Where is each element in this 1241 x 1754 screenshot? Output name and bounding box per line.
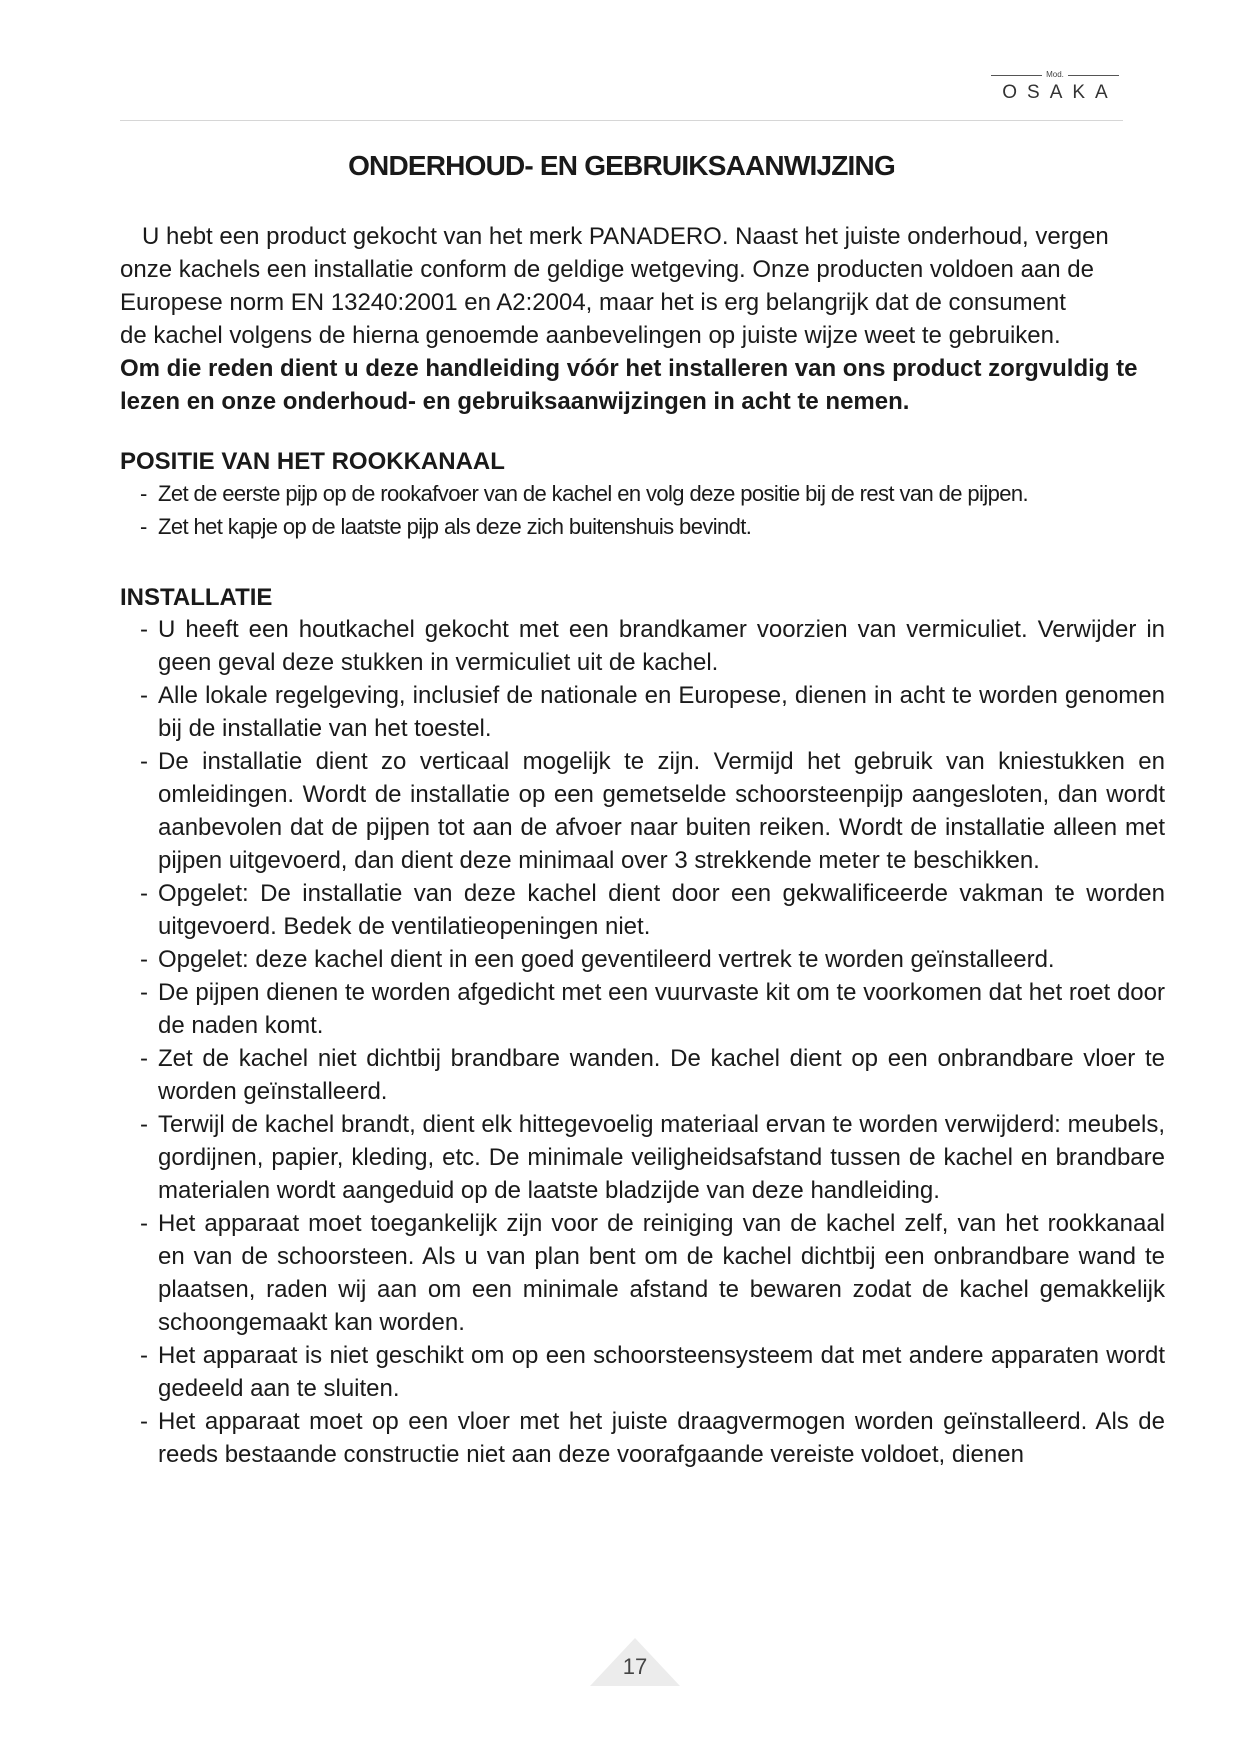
- divider-left: [991, 75, 1042, 76]
- intro-paragraph: [120, 220, 1165, 352]
- list-item: - Opgelet: deze kachel dient in een goed geventileerd vertrek te worden geïnstalleerd.: [140, 946, 1055, 973]
- page-number: 17: [622, 1654, 648, 1679]
- installatie-list: [120, 613, 1165, 1471]
- divider-right: [1068, 75, 1119, 76]
- list-item: - Het apparaat is niet geschikt om op een schoorsteensysteem dat met andere apparaten wordt gedeeld aan te sluiten.: [140, 1342, 1165, 1402]
- list-item: - De pijpen dienen te worden afgedicht met een vuurvaste kit om te voorkomen dat het roet door de naden komt.: [140, 979, 1165, 1039]
- list-item-text: De pijpen dienen te worden afgedicht met een vuurvaste kit om te voorkomen dat het roet door de naden komt.: [158, 979, 1165, 1039]
- list-item-text: Terwijl de kachel brandt, dient elk hittegevoelig materiaal ervan te worden verwijderd: meubels, gordijnen, papier, kleding, etc. De minimale veiligheidsafstand tussen de kachel en brandbare materialen wordt aangeduid op de laatste bladzijde van deze handleiding.: [158, 1111, 1165, 1204]
- list-item-text: Opgelet: deze kachel dient in een goed geventileerd vertrek te worden geïnstalleerd.: [158, 946, 1055, 973]
- list-item: - De installatie dient zo verticaal mogelijk te zijn. Vermijd het gebruik van kniestukken en omleidingen. Wordt de installatie op een gemetselde schoorsteenpijp aangesloten, dan wordt aanbevolen dat de pijpen tot aan de afvoer naar buiten reiken. Wordt de installatie alleen met pijpen uitgevoerd, dan dient deze minimaal over 3 strekkende meter te beschikken.: [140, 748, 1165, 874]
- model-name: OSAKA: [1002, 82, 1118, 103]
- list-item: - Het apparaat moet op een vloer met het juiste draagvermogen worden geïnstalleerd. Als de reeds bestaande constructie niet aan deze voorafgaande vereiste voldoet, dienen: [140, 1408, 1165, 1468]
- list-item: - Alle lokale regelgeving, inclusief de nationale en Europese, dienen in acht te worden genomen bij de installatie van het toestel.: [140, 682, 1165, 742]
- list-item: - Het apparaat moet toegankelijk zijn voor de reiniging van de kachel zelf, van het rookkanaal en van de schoorsteen. Als u van plan bent om de kachel dichtbij een onbrandbare wand te plaatsen, raden wij aan om een minimale afstand te bewaren zodat de kachel gemakkelijk schoongemaakt kan worden.: [140, 1210, 1165, 1336]
- list-item: - Opgelet: De installatie van deze kachel dient door een gekwalificeerde vakman te worden uitgevoerd. Bedek de ventilatieopeningen niet.: [140, 880, 1165, 940]
- list-item: - Zet de kachel niet dichtbij brandbare wanden. De kachel dient op een onbrandbare vloer te worden geïnstalleerd.: [140, 1045, 1165, 1105]
- section-heading-installatie: INSTALLATIE: [120, 584, 273, 611]
- list-item-text: U heeft een houtkachel gekocht met een brandkamer voorzien van vermiculiet. Verwijder in geen geval deze stukken in vermiculiet uit de kachel.: [158, 616, 1165, 676]
- document-body: [120, 220, 1165, 1471]
- header-divider: [120, 120, 1123, 121]
- intro-line: Europese norm EN 13240:2001 en A2:2004, maar het is erg belangrijk dat de consument: [120, 289, 1066, 316]
- list-item-text: Het apparaat is niet geschikt om op een schoorsteensysteem dat met andere apparaten wordt gedeeld aan te sluiten.: [158, 1342, 1165, 1402]
- intro-line: onze kachels een installatie conform de geldige wetgeving. Onze producten voldoen aan de: [120, 256, 1094, 283]
- list-item-text: De installatie dient zo verticaal mogelijk te zijn. Vermijd het gebruik van kniestukken en omleidingen. Wordt de installatie op een gemetselde schoorsteenpijp aangesloten, dan wordt aanbevolen dat de pijpen tot aan de afvoer naar buiten reiken. Wordt de installatie alleen met pijpen uitgevoerd, dan dient deze minimaal over 3 strekkende meter te beschikken.: [158, 748, 1165, 874]
- page-number-badge: [590, 1638, 680, 1688]
- list-item-text: Opgelet: De installatie van deze kachel dient door een gekwalificeerde vakman te worden uitgevoerd. Bedek de ventilatieopeningen niet.: [158, 880, 1165, 940]
- list-item-text: Zet de kachel niet dichtbij brandbare wanden. De kachel dient op een onbrandbare vloer te worden geïnstalleerd.: [158, 1045, 1165, 1105]
- intro-warning-line: Om die reden dient u deze handleiding vóór het installeren van ons product zorgvuldig te: [120, 355, 1138, 382]
- list-item-text: Het apparaat moet toegankelijk zijn voor de reiniging van de kachel zelf, van het rookkanaal en van de schoorsteen. Als u van plan bent om de kachel dichtbij een onbrandbare wand te plaatsen, raden wij aan om een minimale afstand te bewaren zodat de kachel gemakkelijk schoongemaakt kan worden.: [158, 1210, 1165, 1336]
- intro-line: de kachel volgens de hierna genoemde aanbevelingen op juiste wijze weet te gebruiken.: [120, 322, 1061, 349]
- section-heading-positie: POSITIE VAN HET ROOKKANAAL: [120, 448, 505, 475]
- mod-label: Mod.: [1046, 70, 1064, 79]
- list-item: - Terwijl de kachel brandt, dient elk hittegevoelig materiaal ervan te worden verwijderd: meubels, gordijnen, papier, kleding, etc. De minimale veiligheidsafstand tussen de kachel en brandbare materialen wordt aangeduid op de laatste bladzijde van deze handleiding.: [140, 1111, 1165, 1204]
- list-item: - Zet het kapje op de laatste pijp als deze zich buitenshuis bevindt.: [140, 514, 752, 539]
- list-item-text: Het apparaat moet op een vloer met het juiste draagvermogen worden geïnstalleerd. Als de reeds bestaande constructie niet aan deze voorafgaande vereiste voldoet, dienen: [158, 1408, 1165, 1468]
- intro-warning-line: lezen en onze onderhoud- en gebruiksaanwijzingen in acht te nemen.: [120, 388, 910, 415]
- list-item: - Zet de eerste pijp op de rookafvoer van de kachel en volg deze positie bij de rest van de pijpen.: [140, 481, 1029, 506]
- intro-line: U hebt een product gekocht van het merk PANADERO. Naast het juiste onderhoud, vergen: [142, 223, 1109, 250]
- positie-list: [120, 477, 1165, 543]
- mod-label-row: [991, 70, 1119, 80]
- model-header: [991, 70, 1119, 104]
- list-item-text: Zet de eerste pijp op de rookafvoer van de kachel en volg deze positie bij de rest van de pijpen.: [158, 481, 1029, 506]
- intro-warning: [120, 352, 1165, 418]
- page-title: ONDERHOUD- EN GEBRUIKSAANWIJZING: [348, 150, 895, 181]
- list-item-text: Alle lokale regelgeving, inclusief de nationale en Europese, dienen in acht te worden genomen bij de installatie van het toestel.: [158, 682, 1165, 742]
- list-item-text: Zet het kapje op de laatste pijp als deze zich buitenshuis bevindt.: [158, 514, 752, 539]
- list-item: - U heeft een houtkachel gekocht met een brandkamer voorzien van vermiculiet. Verwijder in geen geval deze stukken in vermiculiet uit de kachel.: [140, 616, 1165, 676]
